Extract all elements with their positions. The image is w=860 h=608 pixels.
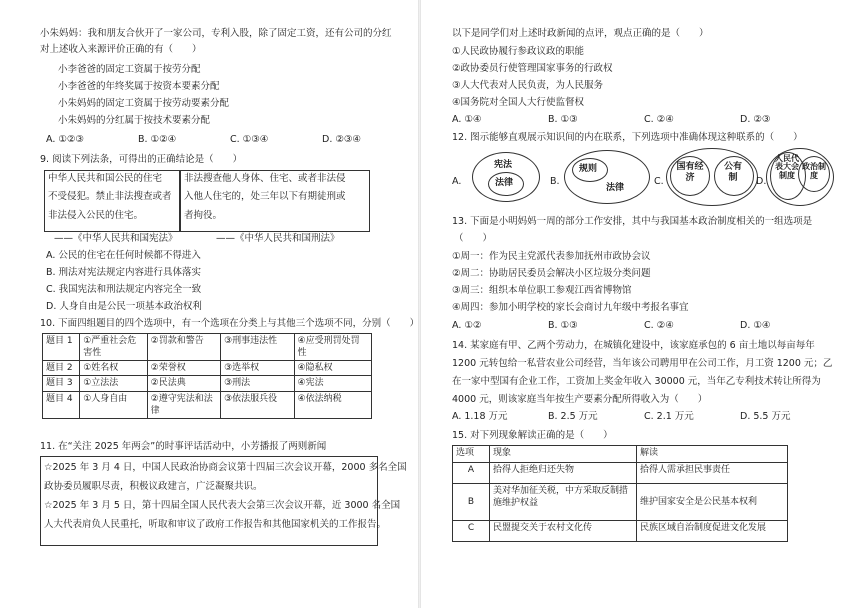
q12-d-right-label: 政治制度 — [802, 162, 826, 181]
table-cell: 题目 2 — [43, 361, 80, 376]
q13-item-4: ④周四：参加小明学校的家长会商讨九年级中考报名事宜 — [452, 302, 689, 313]
table-cell: 题目 3 — [43, 376, 80, 391]
right-page — [452, 0, 832, 608]
table-header-cell: 选项 — [453, 446, 490, 463]
q14-option-b[interactable]: B. 2.5 万元 — [548, 411, 598, 422]
q8-item-3: 小朱妈妈的固定工资属于按劳动要素分配 — [58, 98, 230, 109]
q14-line1: 14. 某家庭有甲、乙两个劳动力，在城镇化建设中，该家庭承包的 6 亩土地以每亩每年 — [452, 340, 815, 351]
table-cell: ②遵守宪法和法律 — [147, 391, 220, 418]
q11-option-d[interactable]: D. ②③ — [740, 114, 771, 125]
q14-option-d[interactable]: D. 5.5 万元 — [740, 411, 791, 422]
table-row — [43, 361, 372, 376]
q10-stem: 10. 下面四组题目的四个选项中，有一个选项在分类上与其他三个选项不同，分别（ ） — [40, 318, 420, 329]
q14-line2: 1200 元转包给一私营农业公司经营，当年该公司聘用甲在公司工作，月工资 1200 元；乙 — [452, 358, 833, 369]
table-cell: ①立法法 — [80, 376, 147, 391]
q8-item-1: 小李爸爸的固定工资属于按劳分配 — [58, 64, 201, 75]
q11-item-3: ③人大代表对人民负责，为人民服务 — [452, 80, 604, 91]
q9-option-d[interactable]: D. 人身自由是公民一项基本政治权利 — [46, 301, 202, 312]
table-cell: ①严重社会危害性 — [80, 334, 147, 361]
q11-news-line1: ☆2025 年 3 月 4 日，中国人民政治协商会议第十四届三次会议开幕，2000 多名全国 — [44, 462, 407, 473]
q14-option-c[interactable]: C. 2.1 万元 — [644, 411, 694, 422]
q13-option-a[interactable]: A. ①② — [452, 320, 482, 331]
q8-intro-line2: 对上述收入来源评价正确的有（ ） — [40, 44, 202, 55]
table-cell: 题目 1 — [43, 334, 80, 361]
q8-intro-line1: 小朱妈妈：我和朋友合伙开了一家公司，专利入股，除了固定工资，还有公司的分红 — [40, 28, 392, 39]
q15-table — [452, 445, 788, 542]
q11-stem: 11. 在“关注 2025 年两会”的时事评话活动中，小芳播报了两则新闻 — [40, 441, 327, 452]
q13-option-c[interactable]: C. ②④ — [644, 320, 674, 331]
q13-item-2: ②周二：协助居民委员会解决小区垃圾分类问题 — [452, 268, 651, 279]
q11-news-line2: 政协委员履职尽责，积极议政建言，广泛凝聚共识。 — [44, 481, 263, 492]
q13-item-1: ①周一：作为民主党派代表参加抚州市政协会议 — [452, 251, 651, 262]
q12-option-c[interactable]: C. — [654, 176, 664, 187]
q13-stem-line2: （ ） — [454, 233, 493, 244]
left-page — [40, 0, 420, 608]
table-header-cell: 解读 — [637, 446, 788, 463]
table-cell: 美对华加征关税，中方采取反制措施维护权益 — [490, 484, 637, 521]
q14-options — [452, 411, 820, 424]
table-cell: 拾得人拒绝归还失物 — [490, 463, 637, 484]
q8-option-a[interactable]: A. ①②③ — [46, 134, 84, 145]
q11-option-a[interactable]: A. ①④ — [452, 114, 482, 125]
table-cell: ③刑法 — [221, 376, 294, 391]
table-header-cell: 现象 — [490, 446, 637, 463]
q12-d-left-label: 人民代表大会制度 — [775, 154, 799, 180]
table-cell: ④宪法 — [294, 376, 372, 391]
q12-c-left-label: 国有经济 — [676, 162, 704, 183]
q14-line3: 在一家中型国有企业工作，工资加上奖金年收入 30000 元，当年乙专利技术转让所得为 — [452, 376, 821, 387]
q11-item-4: ④国务院对全国人大行使监督权 — [452, 97, 585, 108]
table-cell: B — [453, 484, 490, 521]
table-cell: A — [453, 463, 490, 484]
q9-law2-line3: 者拘役。 — [184, 210, 223, 221]
q13-option-b[interactable]: B. ①③ — [548, 320, 578, 331]
table-cell: ②民法典 — [147, 376, 220, 391]
q9-law1-line2: 不受侵犯。禁止非法搜查或者 — [48, 191, 172, 202]
table-cell: ②荣誉权 — [147, 361, 220, 376]
q11-options — [452, 114, 820, 127]
table-cell: 题目 4 — [43, 391, 80, 418]
q13-option-d[interactable]: D. ①④ — [740, 320, 771, 331]
q9-option-a[interactable]: A. 公民的住宅在任何时候都不得进入 — [46, 250, 201, 261]
table-header-row — [453, 446, 788, 463]
q12-b-outer-label: 法律 — [606, 183, 625, 193]
q9-law2-line2: 入他人住宅的，处三年以下有期徒刑或 — [184, 191, 346, 202]
table-cell: ①姓名权 — [80, 361, 147, 376]
q11-item-1: ①人民政协履行参政议政的职能 — [452, 46, 585, 57]
table-row — [453, 484, 788, 521]
q12-stem: 12. 图示能够直观展示知识间的内在联系，下列选项中准确体现这种联系的（ ） — [452, 132, 803, 143]
q13-item-3: ③周三：组织本单位职工参观江西省博物馆 — [452, 285, 632, 296]
q12-option-d[interactable]: D. — [756, 176, 767, 187]
q8-option-c[interactable]: C. ①③④ — [230, 134, 269, 145]
q12-option-a[interactable]: A. — [452, 176, 462, 187]
table-cell: ③依法服兵役 — [221, 391, 294, 418]
table-cell: 拾得人需承担民事责任 — [637, 463, 788, 484]
table-cell: 维护国家安全是公民基本权利 — [637, 484, 788, 521]
q14-option-a[interactable]: A. 1.18 万元 — [452, 411, 508, 422]
q12-a-inner-label: 法律 — [495, 178, 514, 188]
q9-option-c[interactable]: C. 我国宪法和刑法规定内容完全一致 — [46, 284, 202, 295]
q8-item-4: 小朱妈妈的分红属于按技术要素分配 — [58, 115, 211, 126]
table-row — [43, 376, 372, 391]
table-cell: ④依法纳税 — [294, 391, 372, 418]
q13-stem-line1: 13. 下面是小明妈妈一周的部分工作安排，其中与我国基本政治制度相关的一组选项是 — [452, 216, 813, 227]
q11-item-2: ②政协委员行使管理国家事务的行政权 — [452, 63, 613, 74]
table-cell: C — [453, 521, 490, 542]
q11-news-line3: ☆2025 年 3 月 5 日，第十四届全国人民代表大会第三次会议开幕，近 3000 名全国 — [44, 500, 401, 511]
table-cell: 民族区域自治制度促进文化发展 — [637, 521, 788, 542]
table-row — [453, 463, 788, 484]
q11-news-line4: 人大代表肩负人民重托，听取和审议了政府工作报告和其他国家机关的工作报告。 — [44, 519, 387, 530]
q8-item-2: 小李爸爸的年终奖属于按资本要素分配 — [58, 81, 220, 92]
q9-source-1: ——《中华人民共和国宪法》 — [54, 233, 178, 244]
q13-options — [452, 320, 820, 333]
table-cell: ①人身自由 — [80, 391, 147, 418]
q9-option-b[interactable]: B. 刑法对宪法规定内容进行具体落实 — [46, 267, 202, 278]
page-fold — [418, 0, 421, 608]
table-row — [453, 521, 788, 542]
table-row — [43, 391, 372, 418]
table-cell: ④应受刑罚处罚性 — [294, 334, 372, 361]
q11-option-b[interactable]: B. ①③ — [548, 114, 578, 125]
q11-continuation: 以下是同学们对上述时政新闻的点评，观点正确的是（ ） — [452, 28, 709, 39]
q12-c-right-label: 公有制 — [723, 162, 742, 183]
q8-options — [46, 134, 402, 147]
q9-stem: 9. 阅读下列法条，可得出的正确结论是（ ） — [40, 154, 243, 165]
q10-table — [42, 333, 372, 419]
q14-line4: 4000 元，则该家庭当年按生产要素分配所得收入为（ ） — [452, 394, 708, 405]
table-cell: 民盟提交关于农村文化传 — [490, 521, 637, 542]
table-cell: ④隐私权 — [294, 361, 372, 376]
table-cell: ③选举权 — [221, 361, 294, 376]
q12-option-b[interactable]: B. — [550, 176, 560, 187]
q12-a-outer-label: 宪法 — [494, 160, 513, 170]
q9-source-2: ——《中华人民共和国刑法》 — [216, 233, 340, 244]
q9-law1-line1: 中华人民共和国公民的住宅 — [48, 173, 163, 184]
q9-law2-line1: 非法搜查他人身体、住宅、或者非法侵 — [184, 173, 346, 184]
q12-b-inner-label: 规则 — [579, 164, 598, 174]
table-row — [43, 334, 372, 361]
q8-option-d[interactable]: D. ②③④ — [322, 134, 361, 145]
q9-law1-line3: 非法侵入公民的住宅。 — [48, 210, 144, 221]
q15-stem: 15. 对下列现象解读正确的是（ ） — [452, 430, 613, 441]
table-cell: ②罚款和警告 — [147, 334, 220, 361]
table-cell: ③刑事违法性 — [221, 334, 294, 361]
q8-option-b[interactable]: B. ①②④ — [138, 134, 177, 145]
q11-option-c[interactable]: C. ②④ — [644, 114, 674, 125]
